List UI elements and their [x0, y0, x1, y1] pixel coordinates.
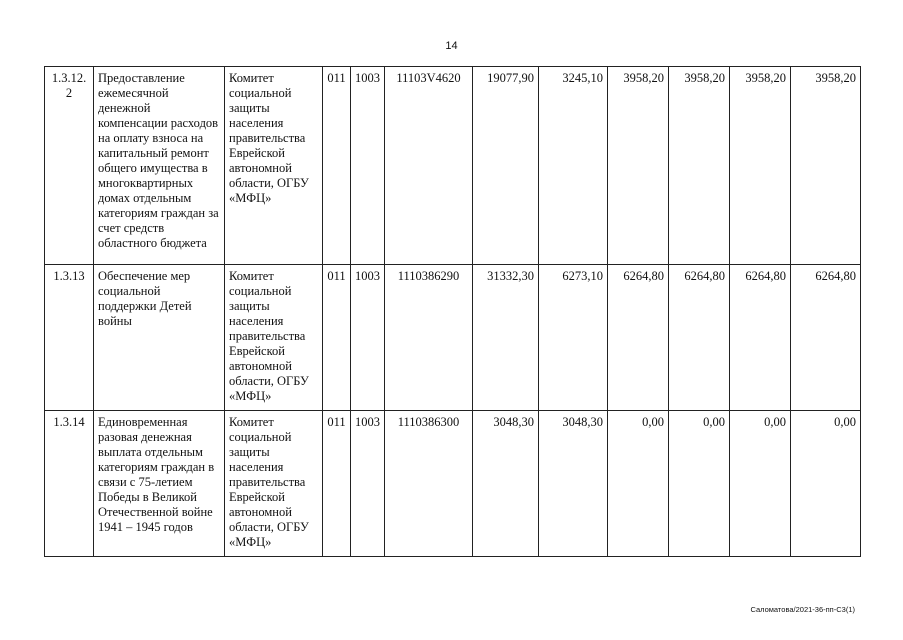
table-row [45, 265, 861, 411]
grbs-cell: 011 [323, 411, 351, 557]
year-1-amount-cell: 3245,10 [539, 67, 608, 265]
csr-cell: 1110386300 [385, 411, 473, 557]
year-4-amount-cell: 6264,80 [730, 265, 791, 411]
year-3-amount-cell: 6264,80 [669, 265, 730, 411]
year-2-amount-cell: 6264,80 [608, 265, 669, 411]
year-1-amount-cell: 6273,10 [539, 265, 608, 411]
year-5-amount-cell: 3958,20 [791, 67, 861, 265]
table-row [45, 411, 861, 557]
page-number: 14 [445, 40, 458, 52]
csr-cell: 1110386290 [385, 265, 473, 411]
rzpr-cell: 1003 [351, 265, 385, 411]
year-1-amount-cell: 3048,30 [539, 411, 608, 557]
grbs-cell: 011 [323, 67, 351, 265]
table-row [45, 67, 861, 265]
year-2-amount-cell: 3958,20 [608, 67, 669, 265]
year-4-amount-cell: 0,00 [730, 411, 791, 557]
year-3-amount-cell: 0,00 [669, 411, 730, 557]
document-reference: Саломатова/2021-36-пп-С3(1) [750, 605, 855, 614]
executor-cell: Комитет социальной защиты населения правительства Еврейской автономной области, ОГБУ «МФЦ» [225, 265, 323, 411]
total-amount-cell: 19077,90 [473, 67, 539, 265]
year-4-amount-cell: 3958,20 [730, 67, 791, 265]
rzpr-cell: 1003 [351, 67, 385, 265]
total-amount-cell: 3048,30 [473, 411, 539, 557]
executor-cell: Комитет социальной защиты населения правительства Еврейской автономной области, ОГБУ «МФЦ» [225, 67, 323, 265]
csr-cell: 11103V4620 [385, 67, 473, 265]
row-code-cell: 1.3.12.2 [45, 67, 94, 265]
row-code-cell: 1.3.13 [45, 265, 94, 411]
year-5-amount-cell: 0,00 [791, 411, 861, 557]
executor-cell: Комитет социальной защиты населения правительства Еврейской автономной области, ОГБУ «МФЦ» [225, 411, 323, 557]
row-code-cell: 1.3.14 [45, 411, 94, 557]
measure-name-cell: Предоставление ежемесячной денежной компенсации расходов на оплату взноса на капитальный ремонт общего имущества в многоквартирных домах отдельным категориям граждан за счет средств областного бюджета [94, 67, 225, 265]
year-3-amount-cell: 3958,20 [669, 67, 730, 265]
budget-table [44, 66, 861, 557]
measure-name-cell: Единовременная разовая денежная выплата отдельным категориям граждан в связи с 75-летием Победы в Великой Отечественной войне 1941 – 1945 годов [94, 411, 225, 557]
grbs-cell: 011 [323, 265, 351, 411]
year-5-amount-cell: 6264,80 [791, 265, 861, 411]
rzpr-cell: 1003 [351, 411, 385, 557]
measure-name-cell: Обеспечение мер социальной поддержки Детей войны [94, 265, 225, 411]
year-2-amount-cell: 0,00 [608, 411, 669, 557]
total-amount-cell: 31332,30 [473, 265, 539, 411]
